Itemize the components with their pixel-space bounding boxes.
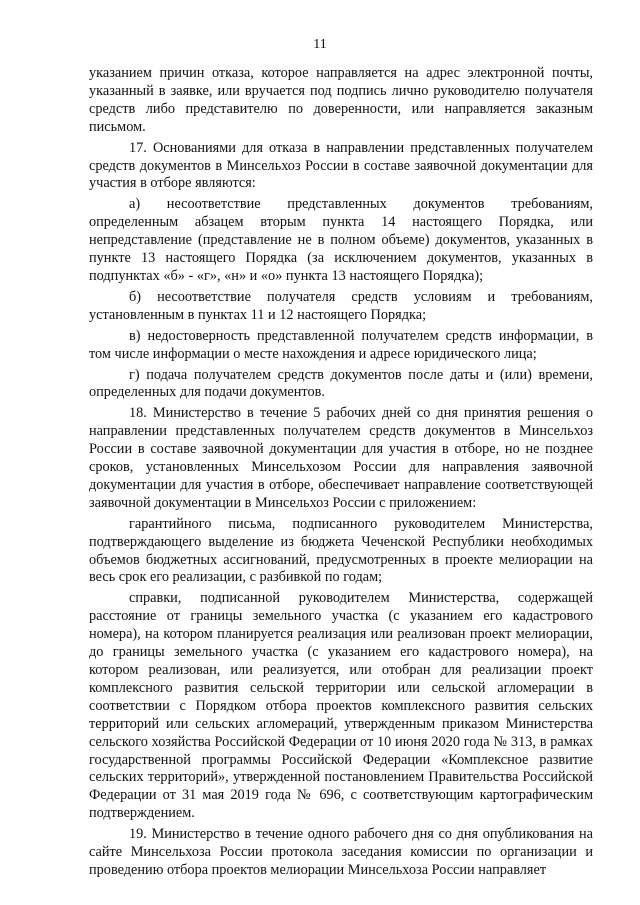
paragraph-19: 19. Министерство в течение одного рабочего дня со дня опубликования на сайте Минсельхоза России протокола заседания комиссии по организации и проведению отбора проектов мелиорации Минсельхоза России направляет	[89, 826, 593, 878]
paragraph-17-a: а) несоответствие представленных документов требованиям, определенным абзацем вторым пункта 14 настоящего Порядка, или непредставление (представление не в полном объеме) документов, указанных в пункте 13 настоящего Порядка (за исключением документов, указанных в подпунктах «б» - «г», «н» и «о» пункта 13 настоящего Порядка);	[89, 196, 593, 284]
document-body	[89, 65, 593, 880]
paragraph-18-guarantee-letter: гарантийного письма, подписанного руководителем Министерства, подтверждающего выделение из бюджета Чеченской Республики необходимых объемов бюджетных ассигнований, предусмотренных в проекте мелиорации на весь срок его реализации, с разбивкой по годам;	[89, 515, 593, 586]
paragraph-18-certificate: справки, подписанной руководителем Министерства, содержащей расстояние от границы земельного участка (с указанием его кадастрового номера), на котором планируется реализация или реализован проект мелиорации, до границы земельного участка (с указанием его кадастрового номера), на котором реализован, или реализуется, или отобран для реализации проект комплексного развития сельской территории или сельской агломерации в соответствии с Порядком отбора проектов комплексного развития сельских территорий или сельских агломераций, утвержденным приказом Министерства сельского хозяйства Российской Федерации от 10 июня 2020 года № 313, в рамках государственной программы Российской Федерации «Комплексное развитие сельских территорий», утвержденной постановлением Правительства Российской Федерации от 31 мая 2019 года № 696, с соответствующим картографическим подтверждением.	[89, 590, 593, 822]
page-number: 11	[313, 37, 327, 52]
paragraph-continuation: указанием причин отказа, которое направляется на адрес электронной почты, указанный в заявке, или вручается под подпись лично руководителю получателя средств либо представителю по доверенности, или направляется заказным письмом.	[89, 65, 593, 135]
paragraph-17: 17. Основаниями для отказа в направлении представленных получателем средств документов в Минсельхоз России в составе заявочной документации для участия в отборе являются:	[89, 139, 593, 192]
paragraph-17-v: в) недостоверность представленной получателем средств информации, в том числе информации о месте нахождения и адресе юридического лица;	[89, 327, 593, 362]
paragraph-17-g: г) подача получателем средств документов после даты и (или) времени, определенных для подачи документов.	[89, 366, 593, 401]
paragraph-18: 18. Министерство в течение 5 рабочих дней со дня принятия решения о направлении представленных получателем средств документов в Минсельхоз России в составе заявочной документации для участия в отборе, но не позднее сроков, установленных Минсельхозом России для направления заявочной документации для участия в отборе, обеспечивает направление соответствующей заявочной документации в Минсельхоз России с приложением:	[89, 405, 593, 511]
paragraph-17-b: б) несоответствие получателя средств условиям и требованиям, установленным в пунктах 11 и 12 настоящего Порядка;	[89, 288, 593, 323]
